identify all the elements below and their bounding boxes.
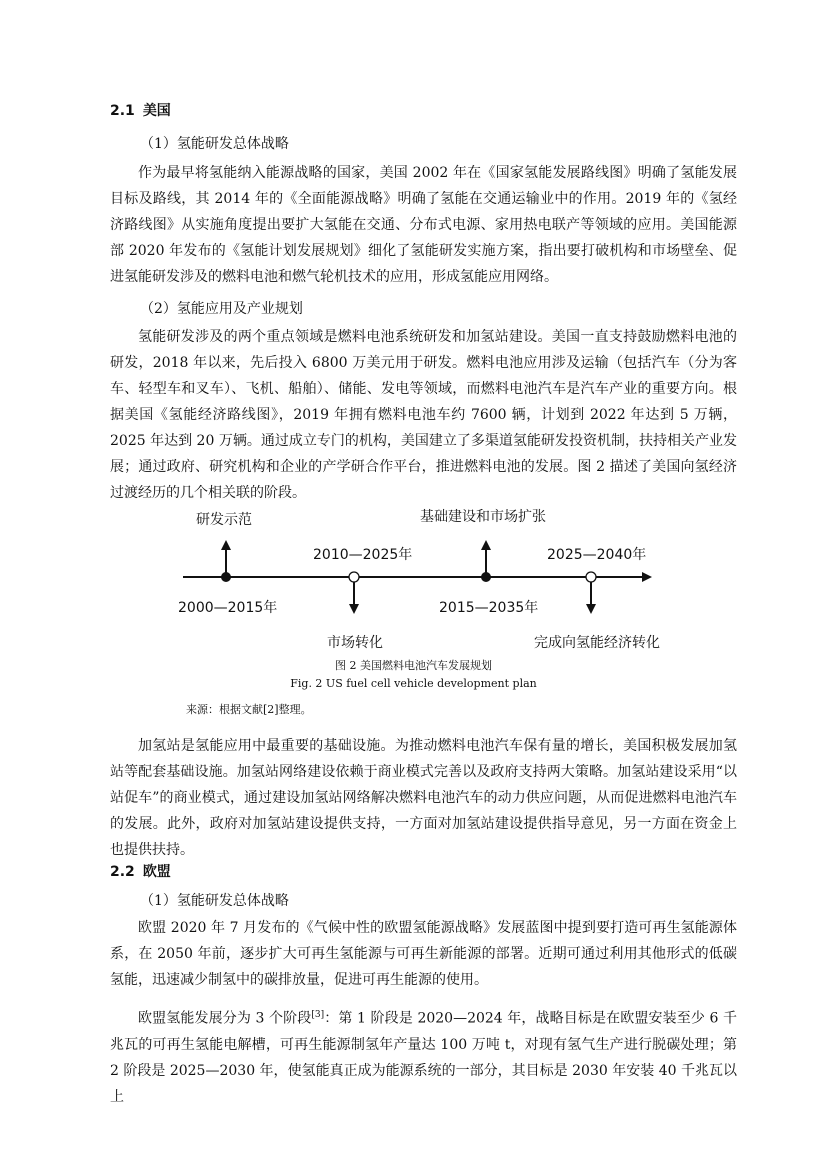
label-infra-market: 基础建设和市场扩张 (420, 509, 546, 525)
section-title: 美国 (142, 103, 171, 119)
node-2025 (586, 572, 596, 582)
node-2010 (349, 572, 359, 582)
paragraph-us-strategy: 作为最早将氢能纳入能源战略的国家，美国 2002 年在《国家氢能发展路线图》明确了氢能发展目标及路线，其 2014 年的《全面能源战略》明确了氢能在交通运输业中的作用。2019 年的《氢经济路线图》从实施角度提出要扩大氢能在交通、分布式电源、家用热电联产等领域的应用。美国能源部 2020 年发布的《氢能计划发展规划》细化了氢能研发实施方案，指出要打破机构和市场壁垒、促进氢能研发涉及的燃料电池和燃气轮机技术的应用，形成氢能应用网络。 (110, 165, 737, 285)
paragraph-eu-strategy: 欧盟 2020 年 7 月发布的《气候中性的欧盟氢能源战略》发展蓝图中提到要打造可再生氢能源体系，在 2050 年前，逐步扩大可再生氢能源与可再生新能源的部署。近期可通过利用其他形式的低碳氢能，迅速减少制氢中的碳排放量，促进可再生能源的使用。 (110, 920, 737, 988)
section-heading-us (110, 100, 171, 120)
label-market-transform: 市场转化 (327, 635, 383, 651)
eu-stages-text-b: ：第 1 阶段是 2020—2024 年，战略目标是在欧盟安装至少 6 千兆瓦的可再生氢能电解槽，可再生能源制氢年产量达 100 万吨 t，对现有氢气生产进行脱碳处理；第 2 阶段是 2025—2030 年，使氢能真正成为能源系统的一部分，其目标是 2030 年安装 40 千兆瓦以上 (110, 1010, 737, 1105)
eu-stages-text-a: 欧盟氢能发展分为 3 个阶段 (138, 1010, 312, 1027)
node-2000 (221, 572, 231, 582)
label-period-2025-2040: 2025—2040年 (547, 547, 647, 563)
timeline-figure (170, 500, 670, 660)
figure-caption-cn: 图 2 美国燃料电池汽车发展规划 (335, 659, 492, 672)
label-complete-transition: 完成向氢能经济转化 (534, 635, 660, 651)
section-heading-eu (110, 861, 171, 881)
subheading-us-strategy: （1）氢能研发总体战略 (140, 136, 289, 152)
label-period-2015-2035: 2015—2035年 (439, 600, 539, 616)
node-2015 (481, 572, 491, 582)
paragraph-us-stations: 加氢站是氢能应用中最重要的基础设施。为推动燃料电池汽车保有量的增长，美国积极发展加氢站等配套基础设施。加氢站网络建设依赖于商业模式完善以及政府支持两大策略。加氢站建设采用“以站促车”的商业模式，通过建设加氢站网络解决燃料电池汽车的动力供应问题，从而促进燃料电池汽车的发展。此外，政府对加氢站建设提供支持，一方面对加氢站建设提供指导意见，另一方面在资金上也提供扶持。 (110, 738, 737, 858)
label-rd-demo: 研发示范 (196, 512, 252, 528)
paragraph-us-industry: 氢能研发涉及的两个重点领域是燃料电池系统研发和加氢站建设。美国一直支持鼓励燃料电池的研发，2018 年以来，先后投入 6800 万美元用于研发。燃料电池应用涉及运输（包括汽车（分为客车、轻型车和叉车）、飞机、船舶）、储能、发电等领域，而燃料电池汽车是汽车产业的重要方向。根据美国《氢能经济路线图》，2019 年拥有燃料电池车约 7600 辆，计划到 2022 年达到 5 万辆，2025 年达到 20 万辆。通过成立专门的机构，美国建立了多渠道氢能研发投资机制，扶持相关产业发展；通过政府、研究机构和企业的产学研合作平台，推进燃料电池的发展。图 2 描述了美国向氢经济过渡经历的几个相关联的阶段。 (110, 329, 737, 501)
figure-caption-en: Fig. 2 US fuel cell vehicle development plan (290, 677, 537, 690)
figure-source: 来源：根据文献[2]整理。 (186, 703, 312, 716)
section-title: 欧盟 (142, 864, 171, 880)
paragraph-eu-stages (110, 1002, 737, 1110)
subheading-eu-strategy: （1）氢能研发总体战略 (140, 893, 289, 909)
section-number: 2.2 (110, 864, 135, 880)
section-number: 2.1 (110, 103, 135, 119)
subheading-us-industry: （2）氢能应用及产业规划 (140, 301, 303, 317)
label-period-2000-2015: 2000—2015年 (178, 600, 278, 616)
citation-ref[interactable]: [3] (311, 1010, 325, 1020)
label-period-2010-2025: 2010—2025年 (313, 547, 413, 563)
